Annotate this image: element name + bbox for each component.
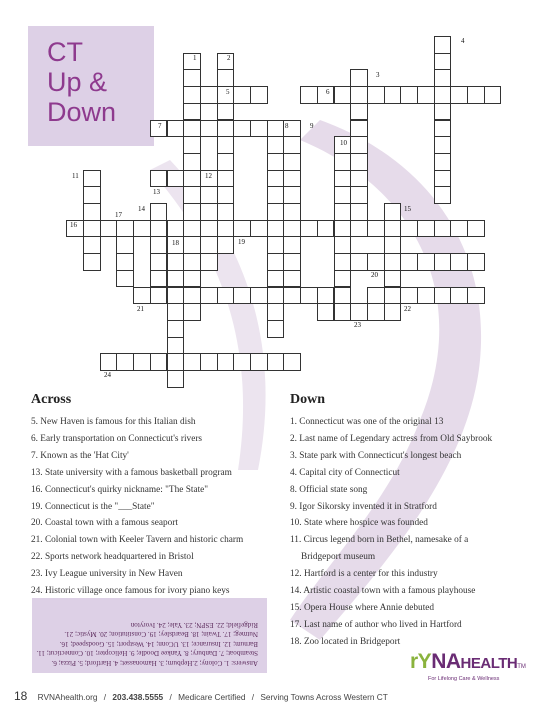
crossword-cell[interactable] — [167, 320, 185, 338]
answers-text: Answers: 1. Colony; 2.Hepburn; 3. Hamonasset; 4. Hartford; 5. Pizza; 6. Steamboat; 7. Danbury; 8. Yankee Doodle; 9. Helicopter; 10. Connecticut; 11. Barnum; 12. Insurance; 13. UConn; 14. Westport; 15. Goodspeed; 16. Nutmeg; 17. Twain; 18. Beardsley; 19. Constitution; 20. Mystic; 21. Ridgefield; 22. ESPN; 23. Yale; 24. Ivoryton — [36, 621, 258, 667]
crossword-cell[interactable] — [200, 120, 218, 138]
crossword-cell[interactable] — [217, 153, 235, 171]
crossword-cell[interactable] — [150, 253, 168, 271]
clue-down-10: 10. State where hospice was founded — [290, 518, 428, 529]
clue-across-6: 6. Early transportation on Connecticut's rivers — [31, 433, 203, 444]
clue-number: 17 — [115, 211, 122, 219]
crossword-cell[interactable] — [367, 287, 385, 305]
crossword-cell[interactable] — [150, 220, 168, 238]
crossword-cell[interactable] — [116, 270, 134, 288]
footer-separator: / — [169, 692, 172, 702]
clue-number: 3 — [376, 71, 380, 79]
crossword-cell[interactable] — [200, 353, 218, 371]
crossword-cell[interactable] — [434, 153, 452, 171]
clue-across-13: 13. State university with a famous basketball program — [31, 467, 232, 478]
crossword-cell[interactable] — [283, 236, 301, 254]
crossword-cell[interactable] — [384, 203, 402, 221]
clue-number: 11 — [72, 172, 79, 180]
crossword-cell[interactable] — [400, 287, 418, 305]
crossword-cell[interactable] — [467, 253, 485, 271]
crossword-cell[interactable] — [233, 120, 251, 138]
page-title-line-2: Up & — [47, 67, 108, 97]
clue-number: 16 — [70, 221, 77, 229]
crossword-cell[interactable] — [217, 186, 235, 204]
logo-main-text: NA — [431, 650, 461, 673]
crossword-cell[interactable] — [167, 337, 185, 355]
crossword-cell[interactable] — [150, 287, 168, 305]
crossword-cell[interactable] — [200, 220, 218, 238]
crossword-cell[interactable] — [283, 186, 301, 204]
clue-across-19: 19. Connecticut is the "___State" — [31, 501, 155, 512]
crossword-cell[interactable] — [116, 236, 134, 254]
logo-tagline: For Lifelong Care & Wellness — [428, 676, 500, 682]
crossword-cell[interactable] — [217, 203, 235, 221]
rvna-health-logo — [410, 650, 526, 682]
crossword-cell[interactable] — [467, 220, 485, 238]
crossword-cell[interactable] — [350, 303, 368, 321]
clue-number: 8 — [285, 122, 289, 130]
crossword-cell[interactable] — [367, 220, 385, 238]
crossword-cell[interactable] — [367, 253, 385, 271]
crossword-cell[interactable] — [334, 170, 352, 188]
clue-number: 9 — [310, 122, 314, 130]
crossword-cell[interactable] — [334, 236, 352, 254]
crossword-cell[interactable] — [183, 353, 201, 371]
crossword-cell[interactable] — [384, 303, 402, 321]
down-heading: Down — [290, 392, 326, 407]
crossword-cell[interactable] — [417, 253, 435, 271]
crossword-cell[interactable] — [183, 103, 201, 121]
crossword-cell[interactable] — [283, 220, 301, 238]
page-number: 18 — [14, 689, 28, 703]
crossword-cell[interactable] — [267, 287, 285, 305]
crossword-cell[interactable] — [200, 203, 218, 221]
crossword-cell[interactable] — [183, 136, 201, 154]
crossword-cell[interactable] — [384, 86, 402, 104]
clue-down-12: 12. Hartford is a center for this industry — [290, 569, 438, 580]
crossword-cell[interactable] — [350, 220, 368, 238]
clue-number: 1 — [193, 54, 197, 62]
crossword-cell[interactable] — [217, 103, 235, 121]
crossword-cell[interactable] — [183, 236, 201, 254]
clue-down-18: 18. Zoo located in Bridgeport — [290, 636, 401, 647]
crossword-cell[interactable] — [350, 136, 368, 154]
crossword-cell[interactable] — [183, 220, 201, 238]
crossword-cell[interactable] — [317, 303, 335, 321]
crossword-cell[interactable] — [267, 353, 285, 371]
clue-across-21: 21. Colonial town with Keeler Tavern and historic charm — [31, 535, 244, 546]
crossword-cell[interactable] — [367, 303, 385, 321]
crossword-cell[interactable] — [350, 69, 368, 87]
clue-down-14: 14. Artistic coastal town with a famous playhouse — [290, 586, 476, 597]
crossword-cell[interactable] — [200, 186, 218, 204]
clue-number: 12 — [205, 172, 212, 180]
crossword-cell[interactable] — [350, 86, 368, 104]
crossword-cell[interactable] — [183, 120, 201, 138]
crossword-cell[interactable] — [350, 120, 368, 138]
clue-across-20: 20. Coastal town with a famous seaport — [31, 518, 178, 529]
crossword-cell[interactable] — [300, 86, 318, 104]
crossword-cell[interactable] — [267, 320, 285, 338]
crossword-cell[interactable] — [384, 253, 402, 271]
footer-phone: 203.438.5555 — [112, 692, 164, 702]
crossword-cell[interactable] — [183, 86, 201, 104]
crossword-cell[interactable] — [434, 53, 452, 71]
across-clues — [31, 414, 243, 600]
crossword-cell[interactable] — [334, 203, 352, 221]
crossword-cell[interactable] — [83, 236, 101, 254]
crossword-cell[interactable] — [417, 287, 435, 305]
clue-across-22: 22. Sports network headquartered in Bristol — [31, 552, 194, 563]
footer-website: RVNAhealth.org — [37, 692, 98, 702]
crossword-cell[interactable] — [267, 153, 285, 171]
crossword-cell[interactable] — [83, 170, 101, 188]
clue-number: 2 — [227, 54, 231, 62]
crossword-cell[interactable] — [167, 120, 185, 138]
crossword-cell[interactable] — [217, 120, 235, 138]
clue-across-23: 23. Ivy League university in New Haven — [31, 569, 183, 580]
clue-number: 22 — [404, 305, 411, 313]
crossword-cell[interactable] — [267, 136, 285, 154]
page-title-line-1: CT — [47, 37, 83, 67]
crossword-cell[interactable] — [484, 86, 502, 104]
clue-down-8: 8. Official state song — [290, 484, 368, 495]
crossword-cell[interactable] — [133, 353, 151, 371]
clue-down-15: 15. Opera House where Annie debuted — [290, 602, 435, 613]
crossword-cell[interactable] — [434, 220, 452, 238]
crossword-cell[interactable] — [450, 253, 468, 271]
crossword-cell[interactable] — [317, 220, 335, 238]
crossword-cell[interactable] — [300, 287, 318, 305]
crossword-cell[interactable] — [217, 353, 235, 371]
crossword-cell[interactable] — [100, 220, 118, 238]
crossword-cell[interactable] — [350, 103, 368, 121]
page-title-line-3: Down — [47, 97, 117, 127]
crossword-cell[interactable] — [200, 86, 218, 104]
crossword-cell[interactable] — [267, 253, 285, 271]
crossword-cell[interactable] — [400, 253, 418, 271]
crossword-cell[interactable] — [167, 220, 185, 238]
clue-number: 13 — [153, 188, 160, 196]
clue-across-7: 7. Known as the 'Hat City' — [31, 450, 129, 461]
clue-across-24: 24. Historic village once famous for ivory piano keys — [31, 586, 230, 597]
crossword-cell[interactable] — [384, 287, 402, 305]
crossword-cell[interactable] — [267, 303, 285, 321]
clue-number: 15 — [404, 205, 411, 213]
crossword-cell[interactable] — [434, 287, 452, 305]
crossword-cell[interactable] — [467, 287, 485, 305]
clue-number: 24 — [104, 371, 111, 379]
crossword-cell[interactable] — [350, 153, 368, 171]
crossword-cell[interactable] — [267, 236, 285, 254]
crossword-cell[interactable] — [167, 287, 185, 305]
crossword-cell[interactable] — [350, 170, 368, 188]
across-heading: Across — [31, 392, 72, 407]
clue-across-16: 16. Connecticut's quirky nickname: "The State" — [31, 484, 209, 495]
crossword-cell[interactable] — [283, 253, 301, 271]
crossword-cell[interactable] — [167, 303, 185, 321]
crossword-cell[interactable] — [434, 36, 452, 54]
crossword-cell[interactable] — [434, 69, 452, 87]
crossword-cell[interactable] — [183, 69, 201, 87]
crossword-cell[interactable] — [283, 153, 301, 171]
crossword-cell[interactable] — [217, 236, 235, 254]
crossword-cell[interactable] — [200, 236, 218, 254]
crossword-cell[interactable] — [133, 287, 151, 305]
crossword-cell[interactable] — [334, 303, 352, 321]
crossword-cell[interactable] — [183, 303, 201, 321]
clue-across-5: 5. New Haven is famous for this Italian dish — [31, 417, 196, 427]
crossword-cell[interactable] — [116, 353, 134, 371]
logo-prefix: rY — [410, 650, 432, 673]
crossword-cell[interactable] — [283, 203, 301, 221]
clue-number: 14 — [138, 205, 145, 213]
crossword-cell[interactable] — [267, 203, 285, 221]
crossword-cell[interactable] — [450, 220, 468, 238]
crossword-cell[interactable] — [334, 253, 352, 271]
crossword-cell[interactable] — [183, 153, 201, 171]
crossword-cell[interactable] — [217, 287, 235, 305]
answers-panel — [32, 598, 267, 673]
crossword-cell[interactable] — [334, 270, 352, 288]
clue-down-3: 3. State park with Connecticut's longest beach — [290, 450, 462, 461]
clue-number: 23 — [354, 321, 361, 329]
crossword-cell[interactable] — [116, 253, 134, 271]
clue-down-9: 9. Igor Sikorsky invented it in Stratford — [290, 501, 437, 512]
crossword-cell[interactable] — [133, 220, 151, 238]
clue-number: 6 — [326, 88, 330, 96]
crossword-cell[interactable] — [434, 103, 452, 121]
page-footer — [14, 689, 388, 703]
crossword-cell[interactable] — [350, 186, 368, 204]
crossword-cell[interactable] — [317, 287, 335, 305]
crossword-cell[interactable] — [167, 353, 185, 371]
crossword-cell[interactable] — [300, 220, 318, 238]
crossword-cell[interactable] — [150, 203, 168, 221]
crossword-cell[interactable] — [417, 220, 435, 238]
crossword-cell[interactable] — [183, 186, 201, 204]
crossword-cell[interactable] — [434, 186, 452, 204]
clue-number: 18 — [172, 239, 179, 247]
crossword-cell[interactable] — [267, 270, 285, 288]
crossword-cell[interactable] — [400, 86, 418, 104]
crossword-cell[interactable] — [283, 353, 301, 371]
crossword-cell[interactable] — [334, 287, 352, 305]
crossword-cell[interactable] — [450, 86, 468, 104]
crossword-cell[interactable] — [283, 270, 301, 288]
crossword-cell[interactable] — [267, 120, 285, 138]
crossword-cell[interactable] — [267, 186, 285, 204]
crossword-cell[interactable] — [384, 236, 402, 254]
crossword-cell[interactable] — [217, 136, 235, 154]
crossword-cell[interactable] — [183, 170, 201, 188]
footer-serving: Serving Towns Across Western CT — [260, 692, 388, 702]
crossword-cell[interactable] — [283, 136, 301, 154]
crossword-cell[interactable] — [150, 353, 168, 371]
clue-down-1: 1. Connecticut was one of the original 13 — [290, 417, 444, 427]
crossword-cell[interactable] — [233, 287, 251, 305]
crossword-cell[interactable] — [233, 220, 251, 238]
crossword-cell[interactable] — [434, 253, 452, 271]
crossword-cell[interactable] — [450, 287, 468, 305]
crossword-cell[interactable] — [250, 353, 268, 371]
crossword-cell[interactable] — [334, 86, 352, 104]
crossword-cell[interactable] — [367, 86, 385, 104]
crossword-cell[interactable] — [417, 86, 435, 104]
crossword-cell[interactable] — [400, 220, 418, 238]
crossword-cell[interactable] — [434, 86, 452, 104]
crossword-cell[interactable] — [217, 53, 235, 71]
clue-number: 4 — [461, 37, 465, 45]
crossword-cell[interactable] — [434, 120, 452, 138]
footer-separator: / — [251, 692, 255, 702]
crossword-cell[interactable] — [83, 220, 101, 238]
crossword-cell[interactable] — [334, 220, 352, 238]
crossword-cell[interactable] — [200, 253, 218, 271]
crossword-cell[interactable] — [167, 270, 185, 288]
clue-number: 19 — [238, 238, 245, 246]
clue-number: 21 — [137, 305, 144, 313]
crossword-cell[interactable] — [100, 353, 118, 371]
crossword-cell[interactable] — [83, 203, 101, 221]
crossword-cell[interactable] — [217, 220, 235, 238]
crossword-cell[interactable] — [167, 253, 185, 271]
crossword-cell[interactable] — [467, 86, 485, 104]
crossword-cell[interactable] — [283, 170, 301, 188]
down-clues — [290, 414, 492, 651]
crossword-cell[interactable] — [150, 170, 168, 188]
crossword-cell[interactable] — [384, 270, 402, 288]
crossword-cell[interactable] — [267, 170, 285, 188]
crossword-cell[interactable] — [217, 170, 235, 188]
logo-trademark: TM — [517, 664, 526, 670]
crossword-cell[interactable] — [150, 270, 168, 288]
crossword-cell[interactable] — [350, 203, 368, 221]
crossword-cell[interactable] — [183, 270, 201, 288]
crossword-cell[interactable] — [250, 86, 268, 104]
footer-certified: Medicare Certified — [178, 692, 246, 702]
crossword-cell[interactable] — [283, 287, 301, 305]
crossword-cell[interactable] — [250, 220, 268, 238]
logo-suffix: HEALTH — [460, 655, 518, 672]
crossword-cell[interactable] — [334, 153, 352, 171]
crossword-cell[interactable] — [150, 236, 168, 254]
crossword-cell[interactable] — [334, 186, 352, 204]
clue-down-11: 11. Circus legend born in Bethel, namesake of a — [290, 535, 469, 546]
clue-number: 10 — [340, 139, 347, 147]
crossword-cell[interactable] — [434, 136, 452, 154]
crossword-cell[interactable] — [350, 253, 368, 271]
crossword-cell[interactable] — [250, 287, 268, 305]
clue-down-4: 4. Capital city of Connecticut — [290, 467, 400, 478]
clue-down-17: 17. Last name of author who lived in Hartford — [290, 619, 462, 630]
crossword-cell[interactable] — [384, 220, 402, 238]
crossword-cell[interactable] — [217, 69, 235, 87]
crossword-cell[interactable] — [183, 287, 201, 305]
crossword-cell[interactable] — [250, 120, 268, 138]
clue-down-11-continued: Bridgeport museum — [301, 552, 376, 563]
crossword-cell[interactable] — [267, 220, 285, 238]
crossword-cell[interactable] — [434, 170, 452, 188]
crossword-cell[interactable] — [233, 353, 251, 371]
clue-number: 7 — [158, 122, 162, 130]
clue-number: 5 — [226, 88, 230, 96]
footer-separator: / — [103, 692, 107, 702]
crossword-cell[interactable] — [183, 253, 201, 271]
crossword-cell[interactable] — [200, 287, 218, 305]
crossword-cell[interactable] — [167, 370, 185, 388]
crossword-cell[interactable] — [233, 86, 251, 104]
crossword-cell[interactable] — [167, 170, 185, 188]
crossword-cell[interactable] — [83, 253, 101, 271]
crossword-cell[interactable] — [116, 220, 134, 238]
crossword-cell[interactable] — [83, 186, 101, 204]
clue-number: 20 — [371, 271, 378, 279]
crossword-cell[interactable] — [183, 203, 201, 221]
clue-down-2: 2. Last name of Legendary actress from Old Saybrook — [290, 433, 493, 444]
